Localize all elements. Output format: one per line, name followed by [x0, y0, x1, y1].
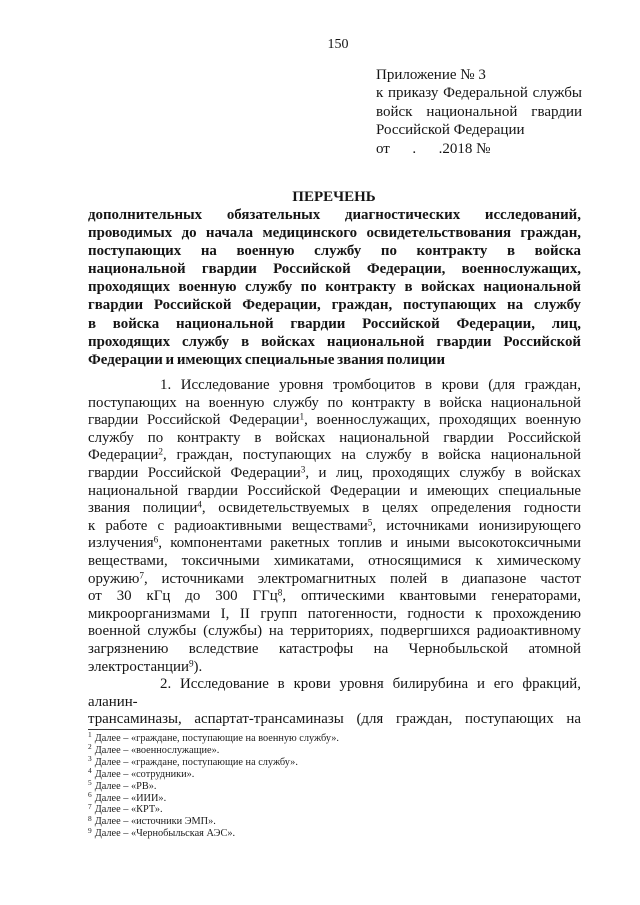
subtitle-line: проходящих службу в войсках национальной гвардии Российской — [88, 333, 581, 350]
subtitle-line: в войска национальной гвардии Российской Федерации, лиц, — [88, 315, 581, 332]
text-run: военной службы (службы) на территориях, подвергшихся радиоактивному — [88, 623, 581, 640]
footnote — [88, 777, 581, 793]
text-run: веществами, токсичными химикатами, относящимися к химическому — [88, 552, 581, 569]
text-run: к работе с радиоактивными веществами — [88, 517, 368, 534]
paragraph-line — [88, 500, 581, 518]
footnote — [88, 813, 581, 828]
footnote-mark: 9 — [88, 825, 92, 835]
text-run: поступающих на военную службу по контракту в войска национальной — [88, 394, 581, 411]
paragraph-line — [88, 711, 581, 729]
footnote-text: Далее – «КРТ». — [94, 804, 163, 816]
footnote-ref: 8 — [277, 587, 283, 598]
text-run: , компонентами ракетных топлив и иными высокотоксичными — [158, 535, 581, 552]
text-run: службу по контракту в войсках национальной гвардии Российской — [88, 429, 581, 446]
text-run: Федерации — [88, 447, 159, 464]
text-run: трансаминазы, аспартат-трансаминазы (для граждан, поступающих на — [88, 711, 581, 728]
paragraph-line — [88, 553, 581, 571]
subtitle-line: дополнительных обязательных диагностических исследований, — [88, 207, 581, 223]
text-run: электростанции — [88, 658, 189, 675]
paragraph-line — [88, 676, 581, 711]
text-run: загрязнению вследствие катастрофы на Чернобыльской атомной — [88, 640, 581, 657]
footnote-ref: 1 — [299, 411, 305, 422]
paragraph-line — [88, 535, 581, 553]
text-run: , военнослужащих, проходящих военную — [304, 412, 581, 429]
footnote-mark: 4 — [88, 766, 92, 776]
subtitle-line: поступающих на военную службу по контракту в войска — [88, 243, 581, 260]
footnote-text: Далее – «сотрудники». — [94, 768, 195, 780]
footnote-text: Далее – «РВ». — [94, 780, 157, 792]
footnote — [88, 789, 581, 805]
paragraph-line — [88, 518, 581, 536]
footnote-ref: 7 — [139, 569, 144, 580]
text-run: звания полиции — [88, 500, 198, 517]
paragraph-line — [88, 483, 581, 501]
footnote-text: Далее – «военнослужащие». — [94, 744, 220, 756]
footnotes — [88, 730, 581, 840]
paragraph-line — [88, 430, 581, 448]
footnote-text: Далее – «граждане, поступающие на службу». — [94, 756, 298, 768]
footnote-text: Далее – «источники ЭМП». — [94, 816, 216, 828]
text-run: от 30 кГц до 300 ГГц — [88, 588, 278, 605]
footnote — [88, 742, 581, 757]
footnote-mark: 6 — [88, 789, 92, 799]
document-title: ПЕРЕЧЕНЬ — [292, 189, 376, 205]
footnote-text: Далее – «ИИИ». — [94, 792, 167, 804]
appendix-block — [376, 66, 582, 158]
footnote-mark: 5 — [88, 777, 92, 787]
paragraph-line — [88, 465, 581, 483]
appendix-agency-line: войск национальной гвардии — [376, 103, 582, 120]
subtitle-line: Федерации и имеющих специальные звания полиции — [88, 351, 446, 368]
footnote-ref: 2 — [158, 446, 163, 457]
appendix-number: Приложение № 3 — [376, 67, 486, 83]
document-subtitle — [88, 206, 581, 369]
page-number: 150 — [327, 37, 349, 52]
footnote-mark: 2 — [88, 742, 92, 752]
text-run: гвардии Российской Федерации — [88, 412, 300, 429]
paragraph-line — [88, 641, 581, 659]
footnote-mark: 7 — [88, 801, 92, 811]
text-run: , освидетельствуемых в целях определения годности — [201, 500, 582, 517]
footnote — [88, 754, 581, 769]
text-run: , источниками электромагнитных полей в диапазоне частот — [143, 570, 581, 587]
text-run: национальной гвардии Российской Федерации и имеющих специальные — [88, 482, 581, 499]
footnote-ref: 5 — [367, 517, 373, 528]
text-run: 2. Исследование в крови уровня билирубина и его фракций, аланин- — [88, 676, 581, 710]
document-body — [88, 377, 581, 729]
footnote-ref: 4 — [197, 499, 202, 510]
text-run: оружию — [88, 570, 140, 587]
subtitle-line: проходящих военную службу по контракту в войсках национальной — [88, 279, 581, 296]
footnote-mark: 3 — [88, 754, 92, 764]
paragraph-line — [88, 447, 581, 465]
footnote-mark: 1 — [88, 730, 92, 740]
footnote — [88, 825, 581, 840]
paragraph-line — [88, 377, 581, 395]
footnote-text: Далее – «Чернобыльская АЭС». — [94, 828, 236, 840]
paragraph-line — [88, 395, 581, 413]
text-run: , оптическими квантовыми генераторами, — [282, 588, 581, 605]
paragraph-1 — [88, 377, 581, 676]
appendix-order-line: к приказу Федеральной службы — [376, 85, 582, 102]
text-run: гвардии Российской Федерации — [88, 464, 301, 481]
footnote-ref: 9 — [188, 657, 194, 668]
footnote — [88, 801, 581, 816]
footnote-ref: 3 — [300, 464, 306, 475]
footnote-ref: 6 — [153, 534, 159, 545]
footnote-mark: 8 — [88, 813, 92, 823]
text-run: , и лиц, проходящих службу в войсках — [305, 464, 582, 481]
paragraph-line — [88, 412, 581, 430]
subtitle-line: проводимых до начала медицинского освидетельствования граждан, — [88, 225, 581, 242]
footnote-text: Далее – «граждане, поступающие на военную службу». — [94, 733, 339, 744]
text-run: ). — [193, 658, 203, 675]
text-run: 1. Исследование уровня тромбоцитов в крови (для граждан, — [160, 377, 581, 393]
paragraph-line — [88, 606, 581, 624]
text-run: излучения — [88, 535, 154, 552]
footnote — [88, 730, 581, 745]
subtitle-line: гвардии Российской Федерации, граждан, поступающих на службу — [88, 297, 581, 314]
footnote-separator — [88, 729, 220, 730]
appendix-country-line: Российской Федерации — [376, 122, 525, 139]
text-run: микроорганизмами I, II групп патогенности, годности к прохождению — [88, 605, 581, 622]
text-run: , источниками ионизирующего — [372, 517, 581, 534]
paragraph-line — [88, 659, 581, 677]
subtitle-line: национальной гвардии Российской Федерации, военнослужащих, — [88, 261, 581, 278]
appendix-date-line: от . .2018 № — [376, 140, 491, 157]
footnote — [88, 766, 581, 781]
paragraph-line — [88, 623, 581, 641]
text-run: , граждан, поступающих на службу в войска национальной — [162, 447, 581, 464]
paragraph-line — [88, 588, 581, 606]
paragraph-line — [88, 571, 581, 589]
paragraph-2 — [88, 676, 581, 729]
